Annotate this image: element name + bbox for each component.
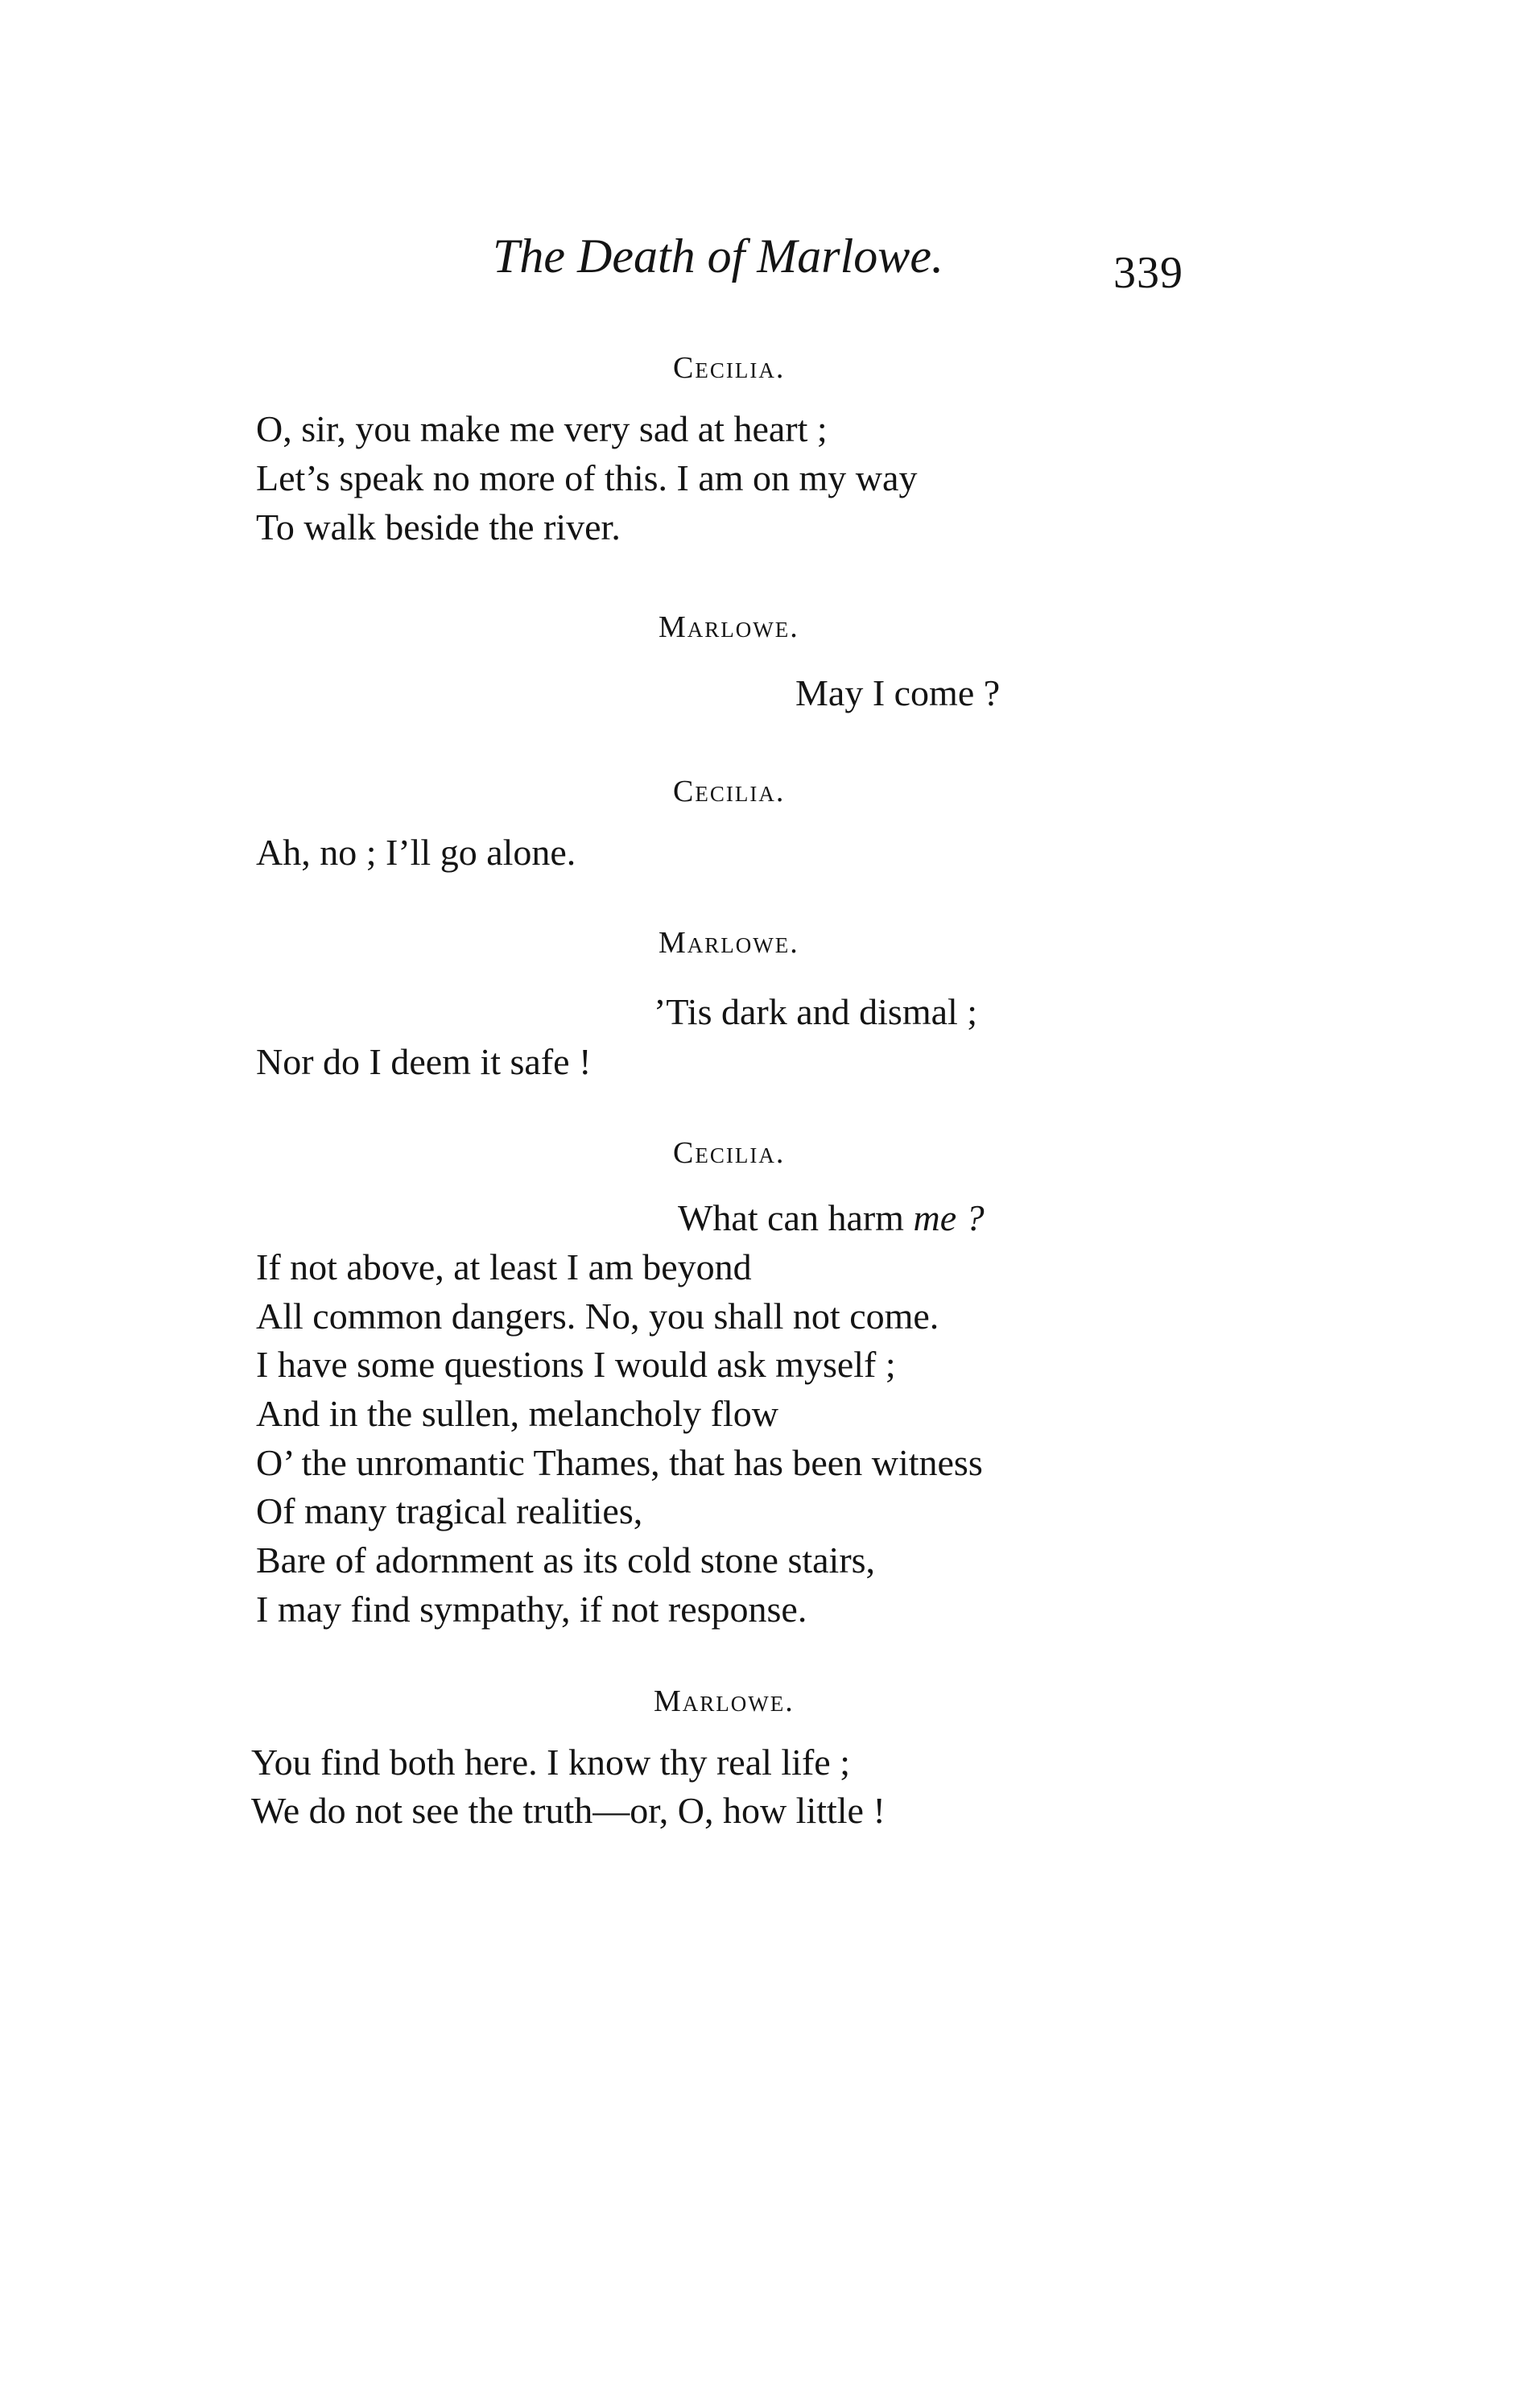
- emphasized-word: me ?: [913, 1197, 985, 1238]
- verse-line: Bare of adornment as its cold stone stairs,: [256, 1539, 876, 1581]
- verse-line: To walk beside the river.: [256, 506, 621, 548]
- verse-line: Let’s speak no more of this. I am on my way: [256, 457, 918, 498]
- verse-line: O, sir, you make me very sad at heart ;: [256, 408, 828, 449]
- speaker-name: Cecilia.: [673, 351, 786, 385]
- verse-line: I have some questions I would ask myself ;: [256, 1344, 896, 1385]
- verse-line: I may find sympathy, if not response.: [256, 1589, 807, 1630]
- verse-line: We do not see the truth—or, O, how little !: [251, 1790, 886, 1831]
- verse-line: Nor do I deem it safe !: [256, 1041, 592, 1082]
- speaker-name: Cecilia.: [673, 1136, 786, 1170]
- verse-line: If not above, at least I am beyond: [256, 1246, 752, 1287]
- speaker-name: Marlowe.: [659, 610, 799, 644]
- verse-line: You find both here. I know thy real life ;: [251, 1742, 850, 1783]
- page-number: 339: [1113, 248, 1183, 298]
- speaker-name: Marlowe.: [659, 926, 799, 960]
- verse-line: May I come ?: [795, 672, 1001, 713]
- verse-line: ’Tis dark and dismal ;: [654, 991, 978, 1032]
- verse-line: O’ the unromantic Thames, that has been witness: [256, 1442, 983, 1483]
- verse-line: All common dangers. No, you shall not come.: [256, 1296, 939, 1337]
- verse-text: What can harm: [678, 1197, 904, 1238]
- verse-line: [678, 1197, 985, 1238]
- running-title: The Death of Marlowe.: [493, 229, 943, 283]
- verse-line: And in the sullen, melancholy flow: [256, 1393, 778, 1434]
- speaker-name: Cecilia.: [673, 775, 786, 808]
- verse-line: Of many tragical realities,: [256, 1490, 643, 1531]
- verse-line: Ah, no ; I’ll go alone.: [256, 832, 576, 873]
- speaker-name: Marlowe.: [654, 1684, 795, 1718]
